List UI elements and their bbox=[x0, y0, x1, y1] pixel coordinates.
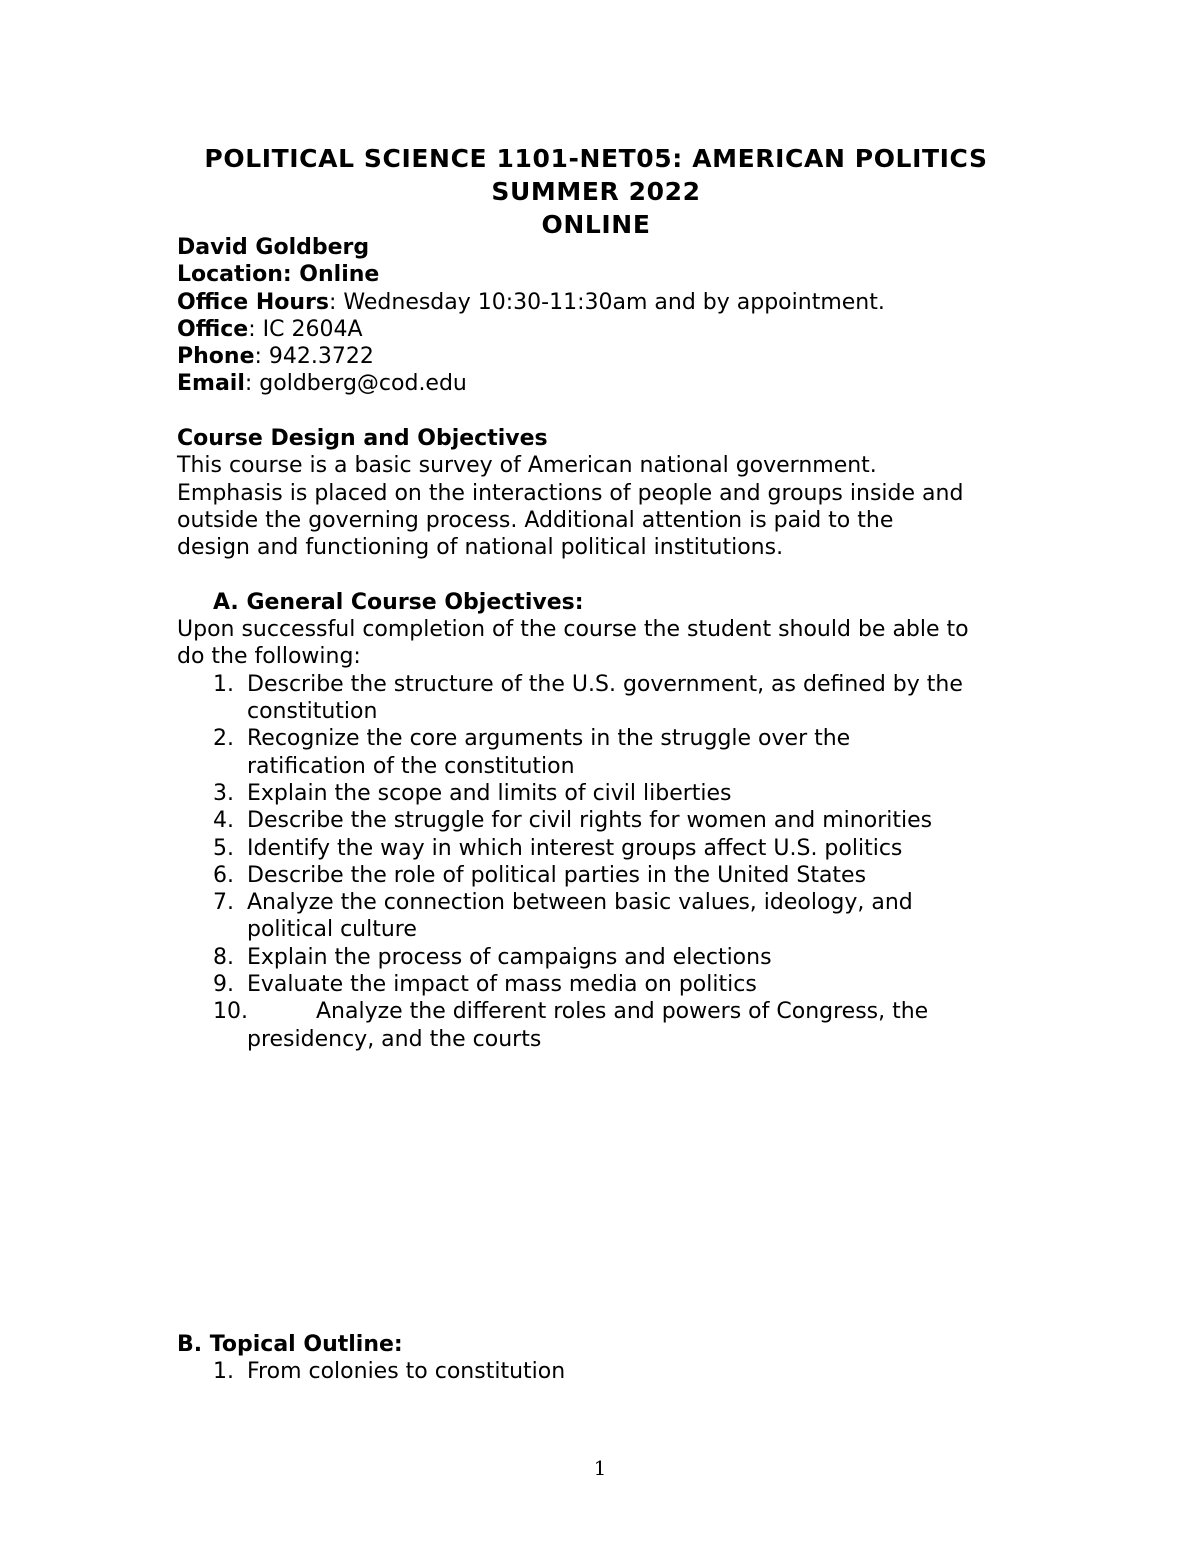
topical-outline bbox=[177, 1331, 1057, 1386]
list-item bbox=[177, 780, 1057, 807]
office-label: Office bbox=[177, 316, 249, 342]
office-hours bbox=[177, 289, 1057, 316]
office bbox=[177, 316, 1057, 343]
list-item-text: Describe the structure of the U.S. government, as defined by the bbox=[247, 671, 963, 697]
spacer bbox=[177, 398, 1057, 425]
list-item bbox=[177, 835, 1057, 862]
list-item bbox=[177, 971, 1057, 998]
phone-value: : 942.3722 bbox=[254, 344, 374, 370]
office-value: : IC 2604A bbox=[248, 316, 363, 342]
list-number: 10. bbox=[213, 999, 248, 1025]
list-item-text: Analyze the different roles and powers of Congress, the bbox=[316, 999, 929, 1025]
list-item bbox=[177, 944, 1057, 971]
course-design-line: This course is a basic survey of American national government. bbox=[177, 453, 877, 479]
list-number: 9. bbox=[213, 972, 234, 998]
list-item bbox=[177, 1358, 1057, 1385]
list-item-text: Describe the struggle for civil rights for women and minorities bbox=[247, 808, 933, 834]
list-item bbox=[177, 671, 1057, 726]
email bbox=[177, 370, 1057, 397]
instructor-name: David Goldberg bbox=[177, 235, 370, 260]
phone-label: Phone bbox=[177, 344, 255, 370]
list-item bbox=[177, 998, 1057, 1053]
email-value: : goldberg@cod.edu bbox=[244, 371, 467, 397]
list-number: 5. bbox=[213, 835, 234, 861]
general-objectives-heading: A. General Course Objectives: bbox=[213, 589, 584, 615]
spacer bbox=[177, 562, 1057, 589]
list-number: 8. bbox=[213, 944, 234, 970]
title-format: ONLINE bbox=[541, 210, 651, 239]
topical-list bbox=[177, 1358, 1057, 1385]
office-hours-value: : Wednesday 10:30-11:30am and by appointment. bbox=[329, 289, 885, 315]
list-item-text: ratification of the constitution bbox=[247, 753, 575, 779]
list-number: 6. bbox=[213, 862, 234, 888]
title-term: SUMMER 2022 bbox=[491, 177, 701, 206]
office-hours-label: Office Hours bbox=[177, 289, 329, 315]
email-label: Email bbox=[177, 371, 245, 397]
list-item-text: Identify the way in which interest groups affect U.S. politics bbox=[247, 835, 903, 861]
list-number: 3. bbox=[213, 780, 234, 806]
list-item-text: Analyze the connection between basic values, ideology, and bbox=[247, 890, 913, 916]
list-item-text: From colonies to constitution bbox=[247, 1359, 566, 1385]
list-item-text: constitution bbox=[247, 699, 378, 725]
course-design-heading: Course Design and Objectives bbox=[177, 426, 548, 452]
course-design-line: design and functioning of national political institutions. bbox=[177, 535, 784, 561]
list-item-text: Describe the role of political parties in the United States bbox=[247, 862, 867, 888]
list-item-text: Recognize the core arguments in the struggle over the bbox=[247, 726, 851, 752]
list-item-text: Explain the process of campaigns and elections bbox=[247, 944, 772, 970]
objectives-intro-line: do the following: bbox=[177, 644, 361, 670]
objectives-intro-line: Upon successful completion of the course the student should be able to bbox=[177, 617, 969, 643]
syllabus-body bbox=[177, 234, 1057, 1053]
topical-outline-heading: B. Topical Outline: bbox=[177, 1332, 403, 1357]
course-design-line: outside the governing process. Additional attention is paid to the bbox=[177, 507, 894, 533]
list-item-first-line bbox=[247, 998, 1057, 1025]
list-item-text: political culture bbox=[247, 917, 417, 943]
phone bbox=[177, 343, 1057, 370]
title-course: POLITICAL SCIENCE 1101-NET05: AMERICAN POLITICS bbox=[204, 144, 988, 173]
list-number: 4. bbox=[213, 808, 234, 834]
document-title bbox=[0, 142, 1200, 241]
list-item-text: Explain the scope and limits of civil liberties bbox=[247, 780, 732, 806]
list-item-text: presidency, and the courts bbox=[247, 1026, 542, 1052]
list-item bbox=[177, 862, 1057, 889]
list-number: 7. bbox=[213, 890, 234, 916]
location: Location: Online bbox=[177, 262, 380, 288]
list-number: 1. bbox=[213, 671, 234, 697]
list-number: 1. bbox=[213, 1359, 234, 1385]
objectives-list bbox=[177, 671, 1057, 1053]
list-item bbox=[177, 725, 1057, 780]
course-design-line: Emphasis is placed on the interactions of people and groups inside and bbox=[177, 480, 964, 506]
list-number: 2. bbox=[213, 726, 234, 752]
page-number: 1 bbox=[593, 1456, 607, 1480]
list-item-text: Evaluate the impact of mass media on politics bbox=[247, 972, 757, 998]
list-item bbox=[177, 807, 1057, 834]
list-item bbox=[177, 889, 1057, 944]
